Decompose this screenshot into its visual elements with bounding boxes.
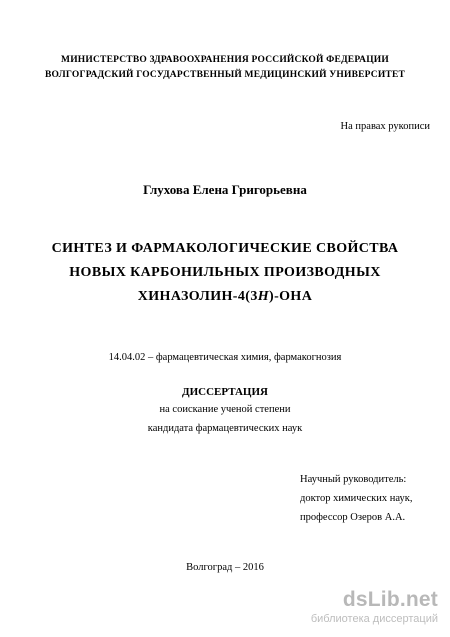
university-line: ВОЛГОГРАДСКИЙ ГОСУДАРСТВЕННЫЙ МЕДИЦИНСКИЙ УНИВЕРСИТЕТ	[44, 70, 406, 80]
dissertation-label: ДИССЕРТАЦИЯ	[182, 386, 268, 398]
supervisor-degree: доктор химических наук,	[300, 493, 413, 504]
title-line-3	[0, 289, 450, 305]
title-line-3-post: )-ОНА	[269, 289, 313, 304]
watermark-subtitle: библиотека диссертаций	[310, 613, 438, 625]
title-line-3-pre: ХИНАЗОЛИН-4(3	[137, 289, 258, 304]
degree-line-1: на соискание ученой степени	[159, 404, 291, 415]
author-name: Глухова Елена Григорьевна	[143, 182, 307, 197]
rights-note: На правах рукописи	[340, 121, 430, 132]
ministry-line: МИНИСТЕРСТВО ЗДРАВООХРАНЕНИЯ РОССИЙСКОЙ ФЕДЕРАЦИИ	[61, 55, 389, 65]
supervisor-block	[300, 470, 412, 527]
supervisor-name: профессор Озеров А.А.	[300, 512, 406, 523]
degree-line-2: кандидата фармацевтических наук	[147, 423, 303, 434]
title-line-1: СИНТЕЗ И ФАРМАКОЛОГИЧЕСКИЕ СВОЙСТВА	[51, 241, 399, 256]
watermark-logo: dsLib.net	[342, 588, 438, 611]
specialty-code: 14.04.02 – фармацевтическая химия, фармакогнозия	[108, 352, 342, 363]
supervisor-label: Научный руководитель:	[300, 474, 407, 485]
dslib-watermark	[288, 588, 438, 632]
title-line-3-italic: H	[257, 289, 270, 304]
title-line-2: НОВЫХ КАРБОНИЛЬНЫХ ПРОИЗВОДНЫХ	[69, 265, 381, 280]
city-year: Волгоград – 2016	[186, 562, 264, 573]
